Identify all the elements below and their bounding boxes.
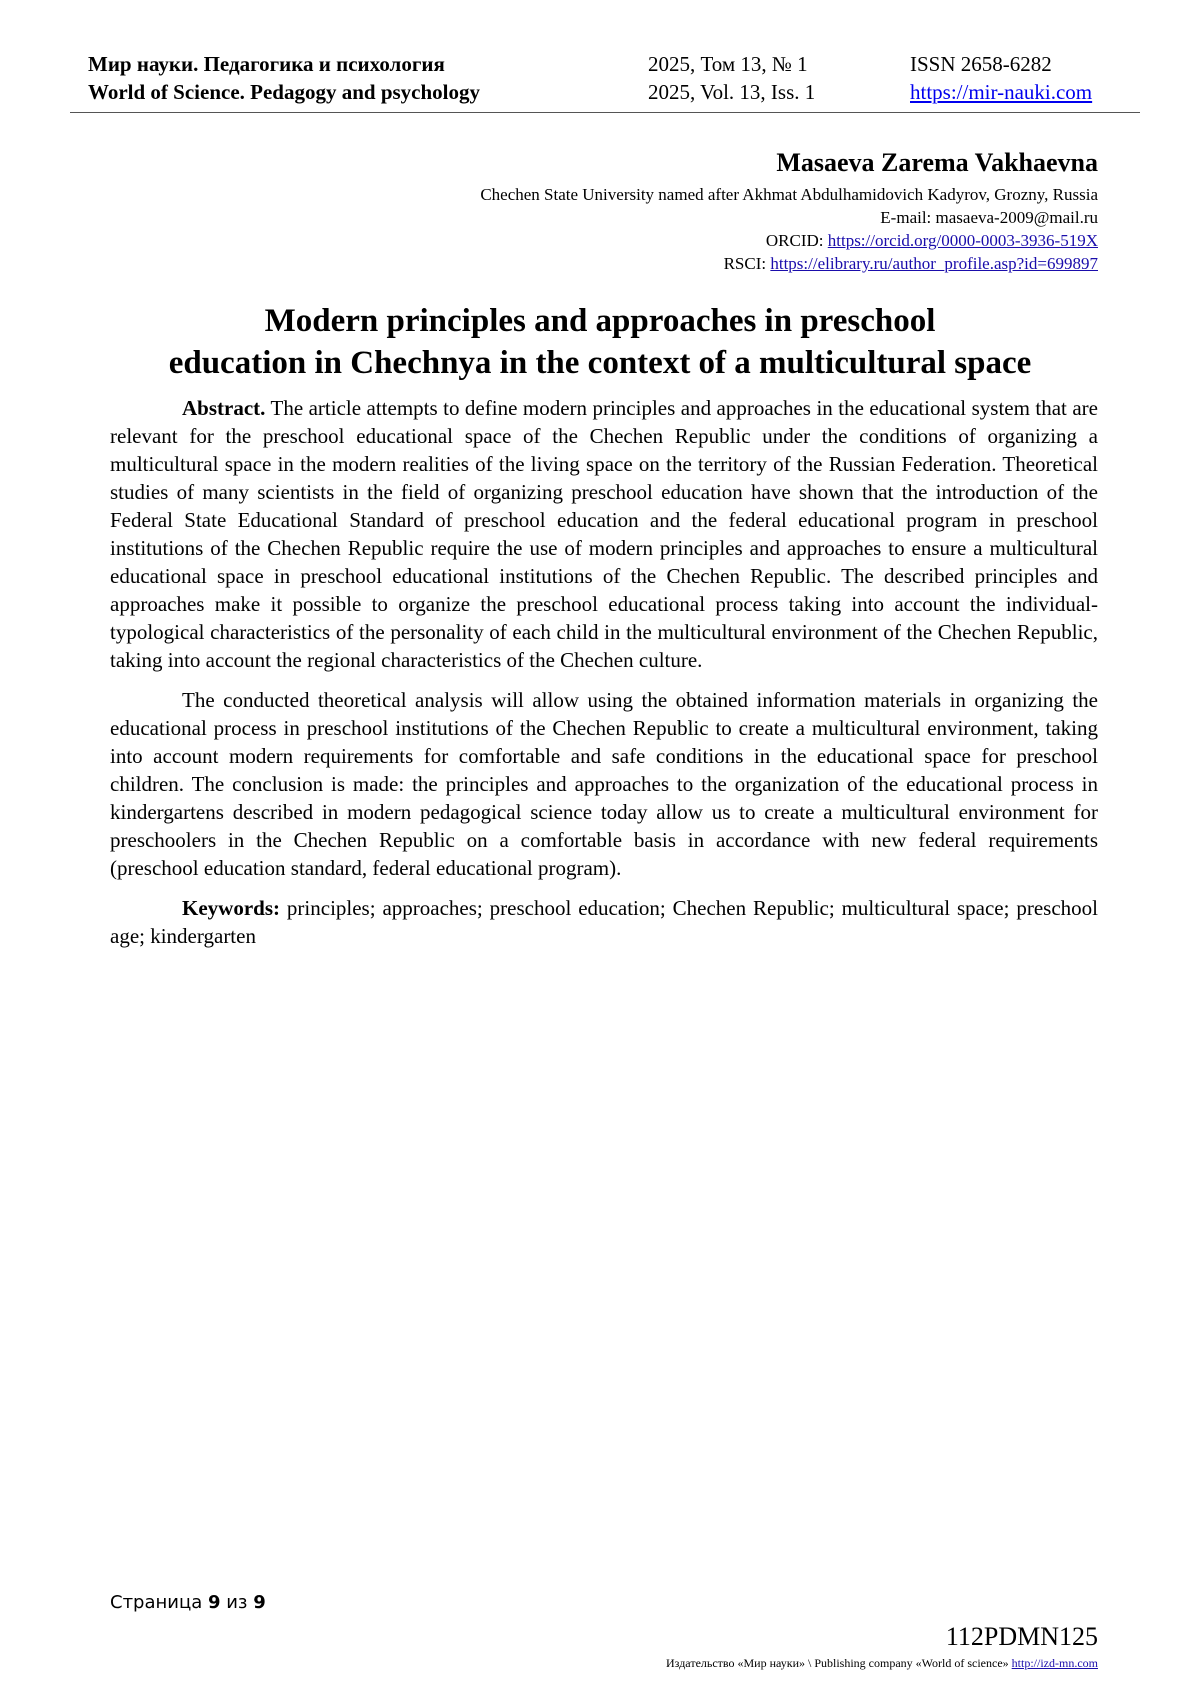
page-of: из <box>220 1592 254 1613</box>
journal-name <box>88 50 480 106</box>
article-code: 112PDMN125 <box>945 1622 1098 1651</box>
abstract-label: Abstract. <box>182 396 266 420</box>
page-number <box>110 1592 266 1613</box>
issue-en: 2025, Vol. 13, Iss. 1 <box>648 80 816 104</box>
issue-info <box>648 50 815 106</box>
abstract-text: The article attempts to define modern principles and approaches in the educational system that are relevant for the preschool educational space of the Chechen Republic under the conditions of organizing a multicultural space in the modern realities of the living space on the territory of the Russian Federation. Theoretical studies of many scientists in the field of organizing preschool education have shown that the introduction of the Federal State Educational Standard of preschool education and the federal educational program in preschool institutions of the Chechen Republic require the use of modern principles and approaches to ensure a multicultural educational space in preschool educational institutions of the Chechen Republic. The described principles and approaches make it possible to organize the preschool educational process taking into account the individual-typological characteristics of the personality of each child in the multicultural environment of the Chechen Republic, taking into account the regional characteristics of the Chechen culture. <box>110 396 1098 672</box>
article-body <box>110 394 1098 962</box>
keywords-text: principles; approaches; preschool education; Chechen Republic; multicultural space; preschool age; kindergarten <box>110 896 1098 948</box>
journal-name-ru: Мир науки. Педагогика и психология <box>88 52 445 76</box>
header-divider <box>70 112 1140 113</box>
journal-name-en: World of Science. Pedagogy and psychology <box>88 80 481 104</box>
journal-header <box>88 50 1118 116</box>
keywords-paragraph <box>110 894 1098 950</box>
issn-info <box>910 50 1092 106</box>
author-rsci <box>480 252 1098 275</box>
page-current: 9 <box>207 1592 221 1613</box>
publisher-line <box>666 1656 1098 1671</box>
page-word: Страница <box>110 1592 208 1613</box>
title-line-2: education in Chechnya in the context of a multicultural space <box>168 345 1032 381</box>
issue-ru: 2025, Том 13, № 1 <box>648 52 808 76</box>
journal-site-link[interactable]: https://mir-nauki.com <box>910 80 1093 104</box>
author-block <box>480 146 1098 275</box>
rsci-link[interactable]: https://elibrary.ru/author_profile.asp?id=699897 <box>770 254 1098 273</box>
author-orcid <box>480 229 1098 252</box>
abstract-paragraph <box>110 394 1098 674</box>
author-name: Masaeva Zarema Vakhaevna <box>776 148 1098 177</box>
page-total: 9 <box>253 1592 266 1613</box>
article-title <box>100 300 1100 384</box>
author-email: E-mail: masaeva-2009@mail.ru <box>880 208 1098 227</box>
title-line-1: Modern principles and approaches in preschool <box>264 303 936 339</box>
rsci-label: RSCI: <box>723 254 771 273</box>
keywords-label: Keywords: <box>182 896 280 920</box>
publisher-link[interactable]: http://izd-mn.com <box>1011 1656 1098 1670</box>
orcid-link[interactable]: https://orcid.org/0000-0003-3936-519X <box>827 231 1098 250</box>
issn: ISSN 2658-6282 <box>910 52 1052 76</box>
author-affiliation: Chechen State University named after Akhmat Abdulhamidovich Kadyrov, Grozny, Russia <box>480 185 1098 204</box>
orcid-label: ORCID: <box>765 231 828 250</box>
publisher-text: Издательство «Мир науки» \ Publishing company «World of science» <box>666 1656 1012 1670</box>
abstract-paragraph-2: The conducted theoretical analysis will allow using the obtained information materials in organizing the educational process in preschool institutions of the Chechen Republic to create a multicultural environment, taking into account modern requirements for comfortable and safe conditions in the educational space for preschool children. The conclusion is made: the principles and approaches to the organization of the educational process in kindergartens described in modern pedagogical science today allow us to create a multicultural environment for preschoolers in the Chechen Republic on a comfortable basis in accordance with new federal requirements (preschool education standard, federal educational program). <box>110 688 1098 880</box>
